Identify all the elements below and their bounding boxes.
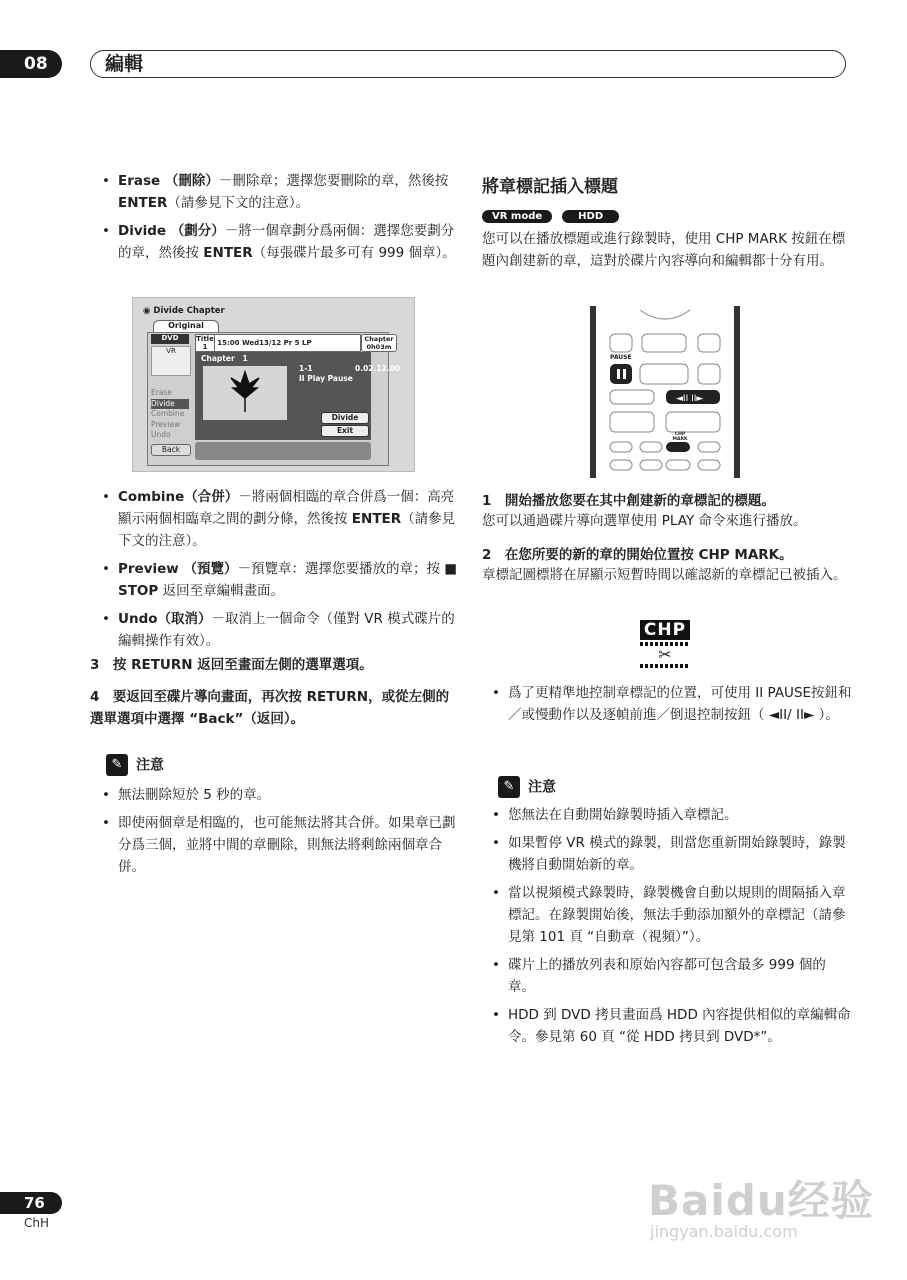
exit-button[interactable]: Exit: [321, 425, 369, 437]
menu-divide[interactable]: Divide: [151, 399, 189, 410]
leaf-icon: [203, 366, 287, 420]
remote-illustration: [590, 306, 740, 478]
step-2-title: 2 在您所要的新的章的開始位置按 CHP MARK。: [482, 547, 793, 563]
bullet-undo: • Undo（取消）－取消上一個命令（僅對 VR 模式碟片的編輯操作有效）。: [100, 608, 460, 652]
status-bar: [195, 442, 371, 460]
pause-label: PAUSE: [610, 354, 632, 361]
chapter-number-tab: 08: [0, 50, 62, 78]
divide-button[interactable]: Divide: [321, 412, 369, 424]
bullet-erase: [100, 170, 460, 214]
pencil-icon: ✎: [106, 754, 128, 776]
left-bullets-bottom: [100, 486, 460, 658]
pencil-icon: ✎: [498, 776, 520, 798]
step-1-text: 您可以通過碟片導向選單使用 PLAY 命令來進行播放。: [482, 513, 807, 529]
chp-mark-icon: CHP ✂: [640, 620, 690, 670]
desc: －刪除章；選擇您要刪除的章，然後按: [218, 173, 449, 189]
right-note-heading: ✎ 注意: [498, 776, 556, 798]
tag-vr-mode: VR mode: [482, 210, 552, 223]
watermark-url: jingyan.baidu.com: [650, 1222, 798, 1241]
step-2-text: 章標記圖標將在屏顯示短暫時間以確認新的章標記已被插入。: [482, 567, 847, 583]
svg-text:◄II II►: ◄II II►: [676, 394, 704, 404]
bullet-combine: • Combine（合併）－將兩個相臨的章合併爲一個：高亮顯示兩個相臨章之間的劃分條，然後按 ENTER（請參見下文的注意）。: [100, 486, 460, 552]
desc: －將一個章劃分爲兩個：選擇您要劃分的章，然後按: [118, 223, 455, 261]
section-intro: 您可以在播放標題或進行錄製時，使用 CHP MARK 按鈕在標題內創建新的章，這對於碟片內容導向和編輯都十分有用。: [482, 231, 846, 269]
tag-hdd: HDD: [562, 210, 619, 223]
vr-disc-icon: VR: [151, 346, 191, 376]
step-1-title: 1 開始播放您要在其中創建新的章標記的標題。: [482, 493, 775, 509]
remote-control-icon: [590, 306, 740, 478]
dialog-title: ◉ Divide Chapter: [143, 306, 225, 316]
desc2: （請參見下文的注意）。: [167, 195, 310, 211]
tip-item: • 爲了更精準地控制章標記的位置，可使用 II PAUSE按鈕和／或慢動作以及逐幀前進／倒退控制按鈕（ ◄II/ II► ）。: [490, 682, 852, 726]
left-note-heading: ✎ 注意: [106, 754, 164, 776]
language-code: ChH: [24, 1216, 50, 1230]
chapter-count-box: Chapter 0h03m: [361, 334, 397, 352]
bullet-divide: [100, 220, 460, 264]
note-item: • 如果暫停 VR 模式的錄製，則當您重新開始錄製時，錄製機將自動開始新的章。: [490, 832, 852, 876]
menu-preview[interactable]: Preview: [151, 419, 181, 429]
term: Erase （刪除）: [118, 173, 219, 189]
term: Divide （劃分）: [118, 223, 225, 239]
step-4: 4 要返回至碟片導向畫面，再次按 RETURN，或從左側的選單選項中選擇 “Back”（返回）。: [90, 689, 450, 727]
divide-chapter-screenshot: [132, 297, 415, 472]
title-info-bar: Title 1 15:00 Wed13/12 Pr 5 LP: [195, 334, 361, 352]
left-bullets-top: [100, 170, 460, 270]
note-item: • 碟片上的播放列表和原始內容都可包含最多 999 個的章。: [490, 954, 852, 998]
thumbnail: [203, 366, 287, 420]
note-item: • 即使兩個章是相臨的，也可能無法將其合併。如果章已劃分爲三個，並將中間的章刪除，則無法將剩餘兩個章合併。: [100, 812, 460, 878]
position-info: 1-1 II Play Pause: [299, 364, 353, 383]
dvd-badge: DVD: [151, 334, 189, 344]
disc-icon: ◉: [143, 306, 151, 316]
tip: [490, 682, 852, 732]
edit-menu: [151, 388, 189, 441]
note-item: • 您無法在自動開始錄製時插入章標記。: [490, 804, 852, 826]
watermark-brand: Baidu经验: [648, 1176, 874, 1225]
scissors-icon: ✂: [658, 645, 672, 664]
step-3: 3 按 RETURN 返回至畫面左側的選單選項。: [90, 657, 373, 673]
key: ENTER: [203, 245, 253, 261]
menu-undo[interactable]: Undo: [151, 430, 171, 439]
desc2: （每張碟片最多可有 999 個章）。: [252, 245, 456, 261]
page-header-title: 編輯: [90, 50, 846, 78]
chp-mark-label: CHP MARK: [672, 432, 688, 442]
note-item: • HDD 到 DVD 拷貝畫面爲 HDD 內容提供相似的章編輯命令。參見第 60 頁 “從 HDD 拷貝到 DVD*”。: [490, 1004, 852, 1048]
bullet-preview: • Preview （預覽）－預覽章：選擇您要播放的章；按 ■ STOP 返回至章編輯畫面。: [100, 558, 460, 602]
key: ENTER: [118, 195, 168, 211]
page-number: 76: [0, 1192, 62, 1214]
note-item: • 無法刪除短於 5 秒的章。: [100, 784, 460, 806]
menu-erase[interactable]: Erase: [151, 388, 172, 397]
menu-combine[interactable]: Combine: [151, 409, 185, 418]
note-item: • 當以視頻模式錄製時，錄製機會自動以規則的間隔插入章標記。在錄製開始後，無法手動添加額外的章標記（請參見第 101 頁 “自動章（視頻）”）。: [490, 882, 852, 948]
back-button[interactable]: Back: [151, 444, 191, 456]
mode-tags: [482, 204, 629, 223]
left-notes: [100, 784, 460, 884]
chapter-label: Chapter 1: [201, 354, 248, 363]
original-tab[interactable]: Original: [153, 320, 219, 334]
section-title: 將章標記插入標題: [482, 177, 618, 197]
right-notes: [490, 804, 852, 1054]
time-code: 0.02.12.00: [355, 364, 401, 373]
